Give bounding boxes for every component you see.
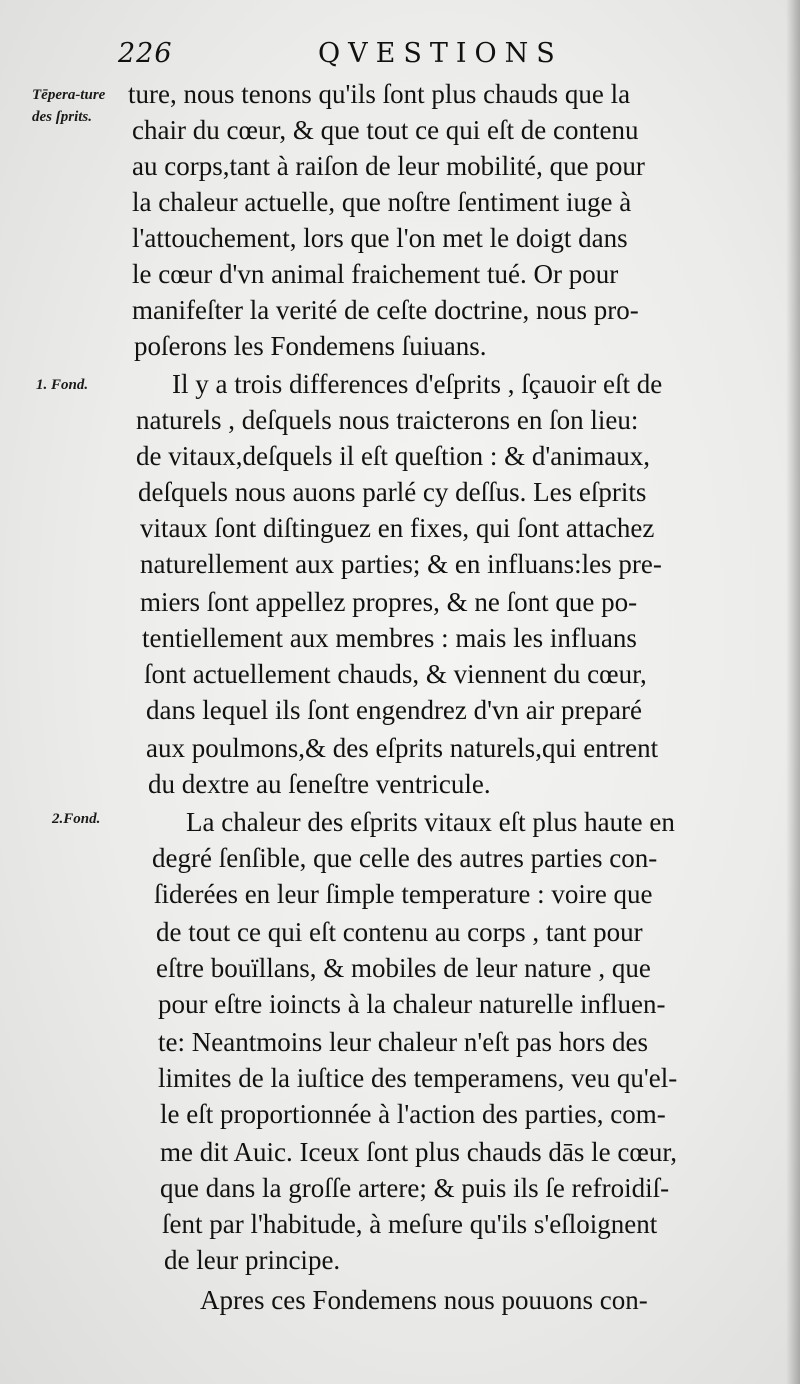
running-head xyxy=(0,38,800,78)
text-line: La chaleur des eſprits vitaux eſt plus haute en xyxy=(186,807,675,837)
text-line: de leur principe. xyxy=(164,1245,341,1275)
text-line: degré ſenſible, que celle des autres parties con- xyxy=(152,843,658,873)
text-line: eſtre bouïllans, & mobiles de leur nature , que xyxy=(156,953,651,983)
text-line: tentiellement aux membres : mais les influans xyxy=(142,623,637,653)
text-line: de vitaux,deſquels il eſt queſtion : & d'animaux, xyxy=(136,441,651,471)
text-line: chair du cœur, & que tout ce qui eſt de contenu xyxy=(132,115,639,145)
text-line: pour eſtre ioincts à la chaleur naturelle influen- xyxy=(158,989,666,1019)
text-line: limites de la iuſtice des temperamens, veu qu'el- xyxy=(158,1063,678,1093)
text-line: manifeſter la verité de ceſte doctrine, nous pro- xyxy=(132,295,639,325)
text-line: du dextre au ſeneſtre ventricule. xyxy=(148,769,491,799)
text-line: le eſt proportionnée à l'action des parties, com- xyxy=(160,1099,666,1129)
running-title: QVESTIONS xyxy=(318,38,563,69)
text-line: le cœur d'vn animal fraichement tué. Or pour xyxy=(132,259,619,289)
text-line: Il y a trois differences d'eſprits , ſçauoir eſt de xyxy=(172,369,663,399)
text-line: aux poulmons,& des eſprits naturels,qui entrent xyxy=(146,733,659,763)
text-line: te: Neantmoins leur chaleur n'eſt pas hors des xyxy=(158,1027,648,1057)
text-line: au corps,tant à raiſon de leur mobilité, que pour xyxy=(132,151,645,181)
margin-note-fondement-2: 2.Fond. xyxy=(52,811,101,827)
text-line: Apres ces Fondemens nous pouuons con- xyxy=(200,1285,648,1315)
text-line: de tout ce qui eſt contenu au corps , tant pour xyxy=(156,917,643,947)
margin-note-temperature: Tēpera-ture des ſprits. xyxy=(32,87,106,125)
page-edge-shadow xyxy=(786,0,800,1384)
text-line: ſont actuellement chauds, & viennent du cœur, xyxy=(144,659,647,689)
text-line: la chaleur actuelle, que noſtre ſentiment iuge à xyxy=(132,187,632,217)
text-line: poſerons les Fondemens ſuiuans. xyxy=(134,331,487,361)
text-line: ture, nous tenons qu'ils ſont plus chauds que la xyxy=(128,79,631,109)
text-line: vitaux ſont diſtinguez en fixes, qui ſont attachez xyxy=(140,513,655,543)
margin-note-fondement-1: 1. Fond. xyxy=(36,377,89,393)
text-line: naturels , deſquels nous traicterons en ſon lieu: xyxy=(136,405,639,435)
text-line: miers ſont appellez propres, & ne ſont que po- xyxy=(140,587,638,617)
text-line: me dit Auic. Iceux ſont plus chauds dās le cœur, xyxy=(160,1137,678,1167)
page-number: 226 xyxy=(118,38,173,69)
text-line: ſent par l'habitude, à meſure qu'ils s'eſloignent xyxy=(162,1209,658,1239)
text-line: l'attouchement, lors que l'on met le doigt dans xyxy=(132,223,628,253)
text-line: ſiderées en leur ſimple temperature : voire que xyxy=(154,879,653,909)
text-line: que dans la groſſe artere; & puis ils ſe refroidiſ- xyxy=(160,1173,670,1203)
text-line: deſquels nous auons parlé cy deſſus. Les eſprits xyxy=(138,477,647,507)
text-line: naturellement aux parties; & en influans:les pre- xyxy=(140,549,662,579)
text-line: dans lequel ils ſont engendrez d'vn air preparé xyxy=(146,695,642,725)
